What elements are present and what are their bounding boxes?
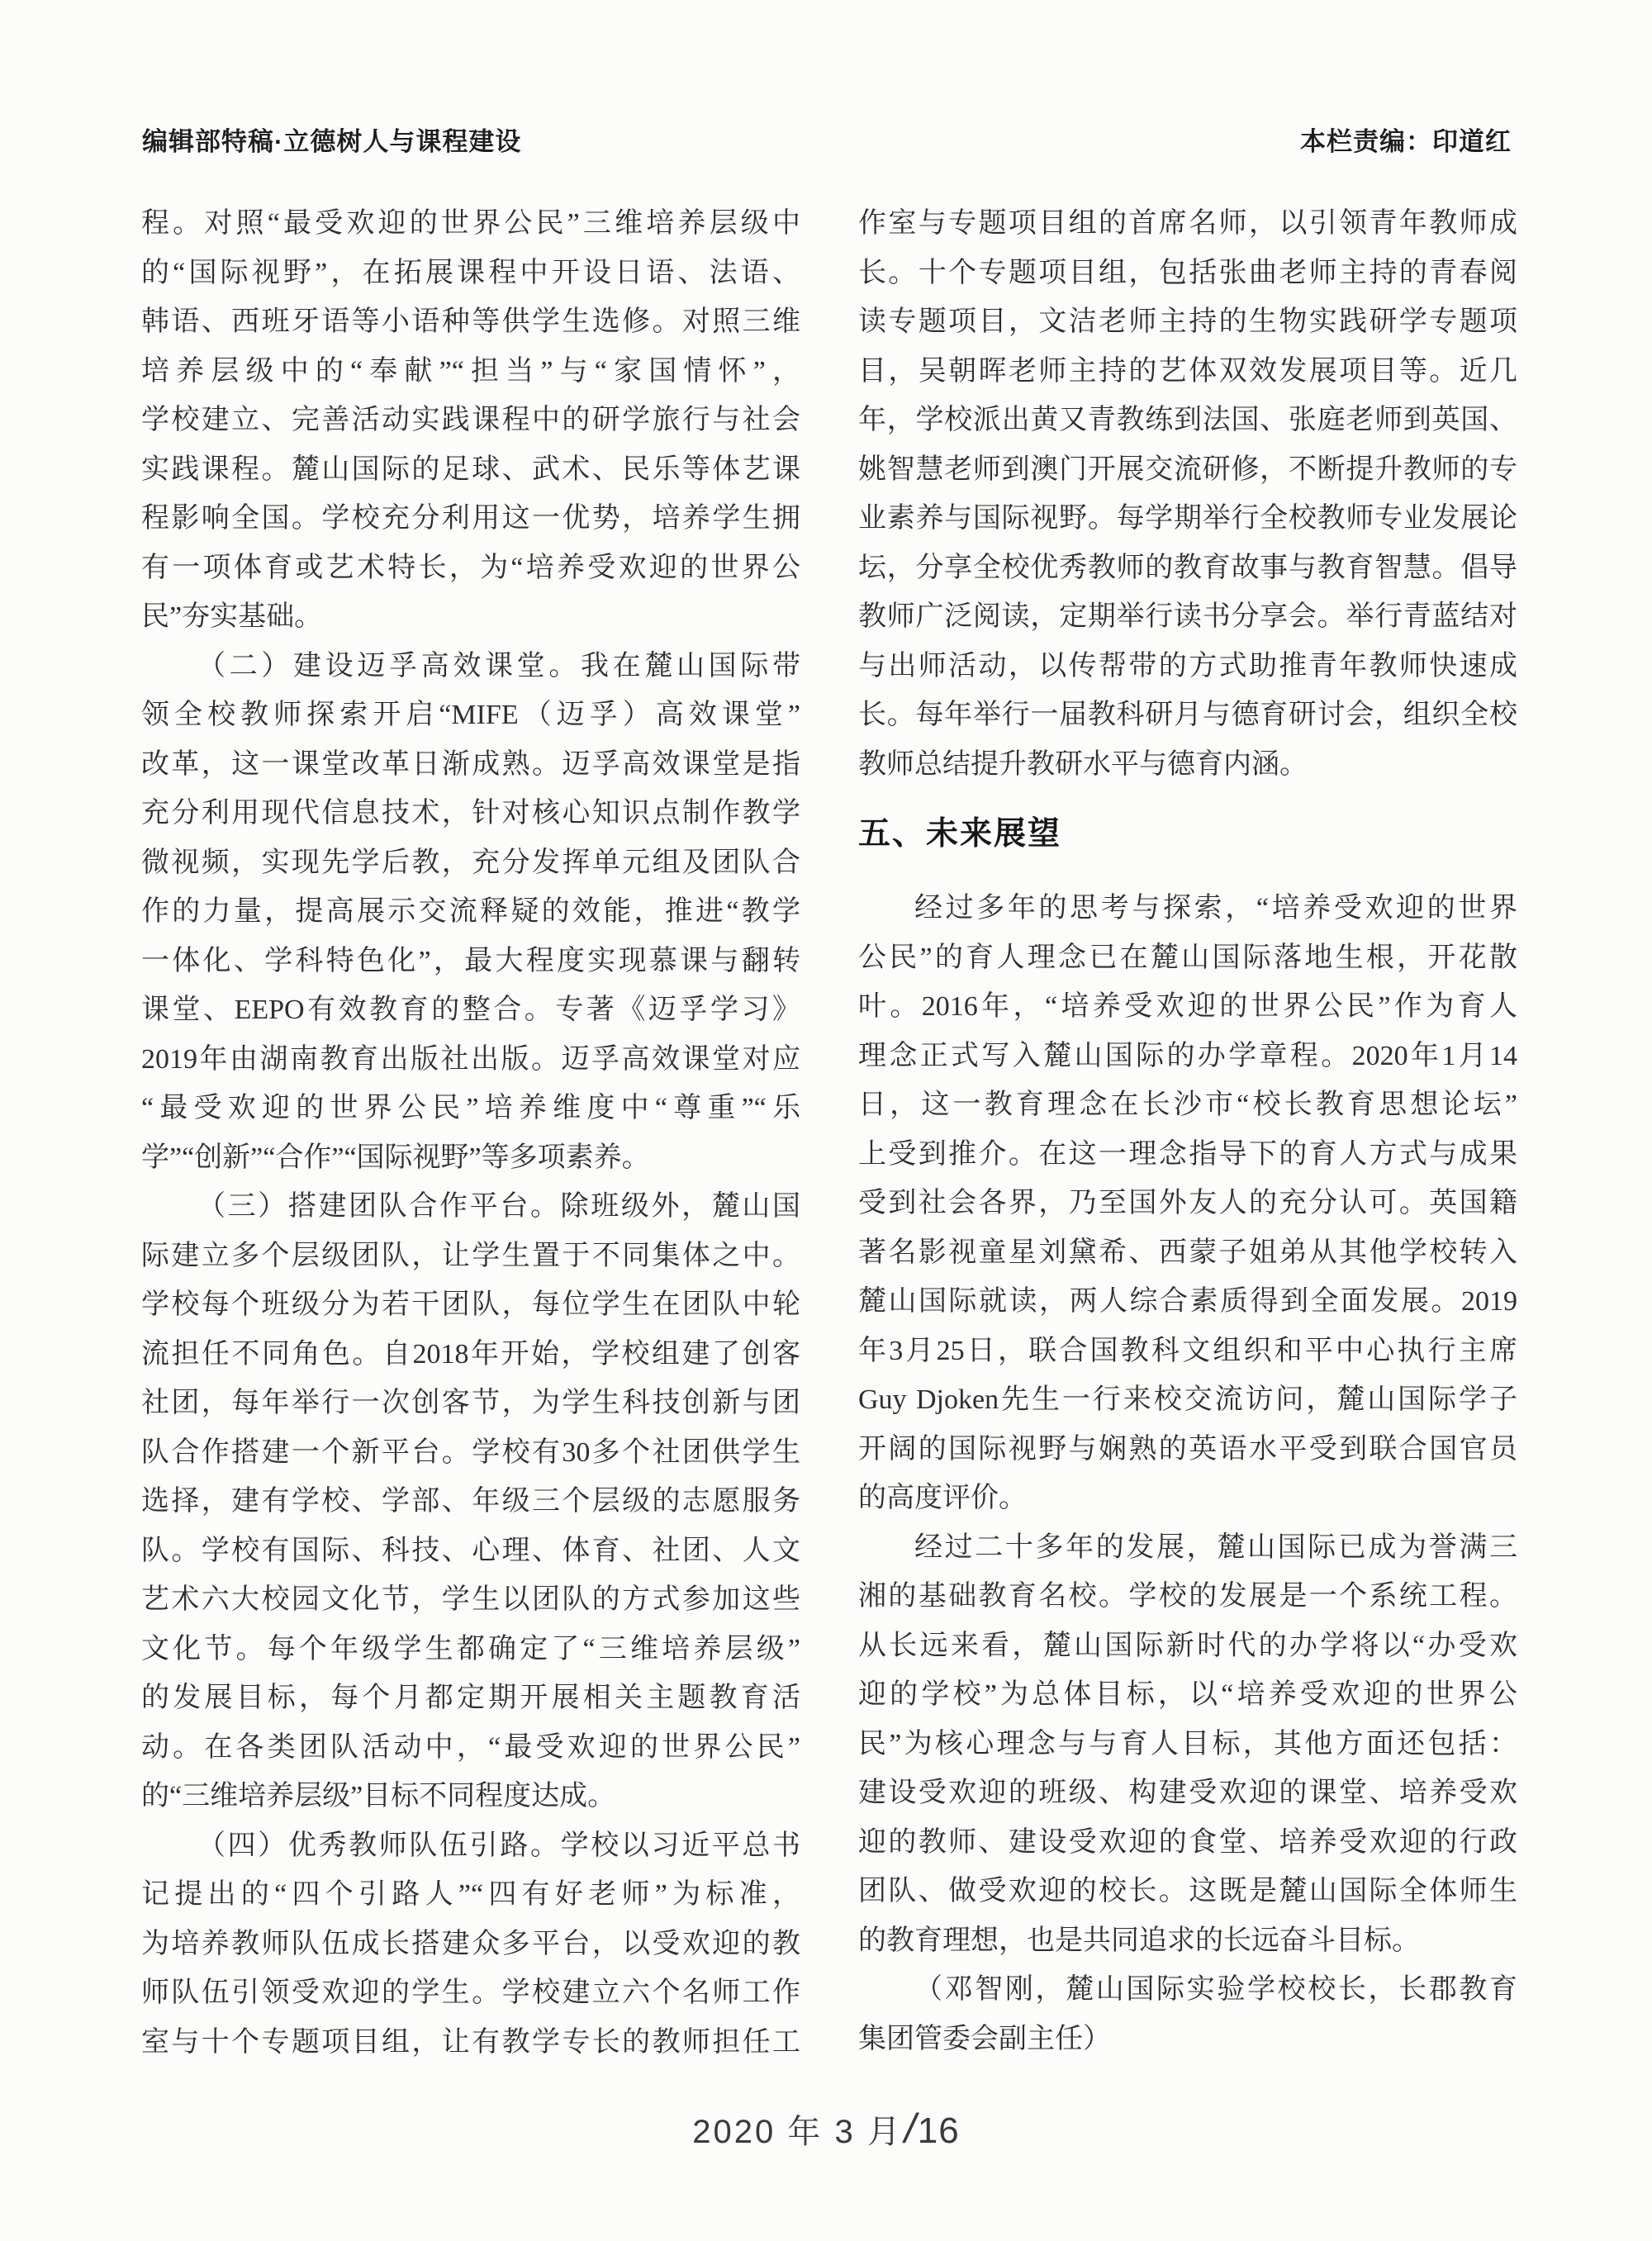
body-line: 叶。2016年，“培养受欢迎的世界公民”作为育人	[858, 991, 1517, 1022]
body-line: 队合作搭建一个新平台。学校有30多个社团供学生	[141, 1436, 800, 1468]
body-line: 室与十个专题项目组，让有教学专长的教师担任工	[141, 2026, 800, 2058]
body-line: 的“三维培养层级”目标不同程度达成。	[141, 1781, 616, 1811]
body-line: 教师广泛阅读，定期举行读书分享会。举行青蓝结对	[858, 601, 1517, 632]
body-line: 团队、做受欢迎的校长。这既是麓山国际全体师生	[858, 1876, 1517, 1906]
body-line: 年，学校派出黄又青教练到法国、张庭老师到英国、	[858, 405, 1517, 435]
body-line: 建设受欢迎的班级、构建受欢迎的课堂、培养受欢	[858, 1778, 1517, 1808]
body-line: 读专题项目，文洁老师主持的生物实践研学专题项	[858, 306, 1517, 337]
section-strapline: 编辑部特稿·立德树人与课程建设	[142, 126, 522, 156]
body-line: 作室与专题项目组的首席名师，以引领青年教师成	[858, 208, 1517, 239]
body-line: 的“国际视野”，在拓展课程中开设日语、法语、	[141, 257, 800, 288]
body-line: 经过多年的思考与探索，“培养受欢迎的世界	[914, 893, 1517, 923]
body-line: 领全校教师探索开启“MIFE（迈孚）高效课堂”	[141, 700, 800, 730]
body-line: 有一项体育或艺术特长，为“培养受欢迎的世界公	[141, 552, 800, 583]
text-column-left	[141, 199, 800, 2067]
body-line: 日，这一教育理念在长沙市“校长教育思想论坛”	[858, 1090, 1517, 1120]
body-line: 民”夯实基础。	[141, 601, 323, 632]
body-line: 的高度评价。	[858, 1483, 1027, 1513]
body-line: 业素养与国际视野。每学期举行全校教师专业发展论	[858, 503, 1517, 534]
body-line: 受到社会各界，乃至国外友人的充分认可。英国籍	[858, 1188, 1517, 1218]
body-line: 迎的学校”为总体目标，以“培养受欢迎的世界公	[858, 1679, 1517, 1710]
body-line: 一体化、学科特色化”，最大程度实现慕课与翻转	[141, 945, 800, 976]
body-line: 2019年由湖南教育出版社出版。迈孚高效课堂对应	[141, 1043, 800, 1075]
body-line: 为培养教师队伍成长搭建众多平台，以受欢迎的教	[141, 1928, 800, 1959]
body-line: “最受欢迎的世界公民”培养维度中“尊重”“乐	[141, 1093, 800, 1123]
issue-date: 2020 年 3 月	[692, 2114, 903, 2150]
body-line: 动。在各类团队活动中，“最受欢迎的世界公民”	[141, 1731, 800, 1763]
body-line: 作的力量，提高展示交流释疑的效能，推进“教学	[141, 896, 800, 927]
body-line: 队。学校有国际、科技、心理、体育、社团、人文	[141, 1535, 800, 1566]
body-line: 开阔的国际视野与娴熟的英语水平受到联合国官员	[858, 1433, 1517, 1465]
body-line: 经过二十多年的发展，麓山国际已成为誉满三	[914, 1531, 1517, 1563]
body-line: 的教育理想，也是共同追求的长远奋斗目标。	[858, 1925, 1420, 1956]
slash-separator: /	[904, 2106, 916, 2152]
body-line: 年3月25日，联合国教科文组织和平中心执行主席	[858, 1335, 1517, 1366]
body-line: 艺术六大校园文化节，学生以团队的方式参加这些	[141, 1584, 800, 1615]
body-line: 改革，这一课堂改革日渐成熟。迈孚高效课堂是指	[141, 748, 800, 780]
body-line: 坛，分享全校优秀教师的教育故事与教育智慧。倡导	[858, 552, 1517, 583]
body-line: 教师总结提升教研水平与德育内涵。	[858, 748, 1308, 780]
body-line: 集团管委会副主任）	[858, 2023, 1111, 2054]
body-line: 微视频，实现先学后教，充分发挥单元组及团队合	[141, 847, 800, 878]
page-header	[142, 122, 1512, 155]
body-line: 学”“创新”“合作”“国际视野”等多项素养。	[141, 1142, 650, 1173]
body-line: （二）建设迈孚高效课堂。我在麓山国际带	[197, 650, 800, 681]
editor-credit: 本栏责编：印道红	[1300, 126, 1512, 156]
body-line: 选择，建有学校、学部、年级三个层级的志愿服务	[141, 1486, 800, 1517]
body-line: 程影响全国。学校充分利用这一优势，培养学生拥	[141, 503, 800, 534]
body-line: 际建立多个层级团队，让学生置于不同集体之中。	[141, 1240, 800, 1271]
page-footer	[0, 2105, 1652, 2153]
body-line: 流担任不同角色。自2018年开始，学校组建了创客	[141, 1338, 800, 1370]
body-line: 湘的基础教育名校。学校的发展是一个系统工程。	[858, 1581, 1517, 1612]
body-line: 韩语、西班牙语等小语种等供学生选修。对照三维	[141, 306, 800, 337]
body-line: 文化节。每个年级学生都确定了“三维培养层级”	[141, 1633, 800, 1664]
body-line: 目，吴朝晖老师主持的艺体双效发展项目等。近几	[858, 355, 1517, 387]
body-line: 培养层级中的“奉献”“担当”与“家国情怀”，	[141, 355, 800, 387]
body-line: 理念正式写入麓山国际的办学章程。2020年1月14	[858, 1040, 1517, 1071]
body-line: 长。每年举行一届教科研月与德育研讨会，组织全校	[858, 700, 1517, 730]
body-line: 上受到推介。在这一理念指导下的育人方式与成果	[858, 1138, 1517, 1170]
body-line: 长。十个专题项目组，包括张曲老师主持的青春阅	[858, 257, 1517, 288]
body-line: Guy Djoken先生一行来校交流访问，麓山国际学子	[858, 1384, 1517, 1415]
body-line: 公民”的育人理念已在麓山国际落地生根，开花散	[858, 942, 1517, 973]
body-line: （四）优秀教师队伍引路。学校以习近平总书	[197, 1830, 800, 1861]
body-line: 学校建立、完善活动实践课程中的研学旅行与社会	[141, 405, 800, 435]
body-line: 迎的教师、建设受欢迎的食堂、培养受欢迎的行政	[858, 1826, 1517, 1858]
section-heading: 五、未来展望	[858, 816, 1062, 852]
body-line: 与出师活动，以传帮带的方式助推青年教师快速成	[858, 650, 1517, 681]
page-number: 16	[917, 2110, 960, 2151]
body-line: 的发展目标，每个月都定期开展相关主题教育活	[141, 1683, 800, 1713]
body-line: 实践课程。麓山国际的足球、武术、民乐等体艺课	[141, 453, 800, 485]
body-line: 民”为核心理念与与育人目标，其他方面还包括：	[858, 1728, 1517, 1759]
body-line: 课堂、EEPO有效教育的整合。专著《迈孚学习》	[141, 995, 800, 1025]
body-line: 姚智慧老师到澳门开展交流研修，不断提升教师的专	[858, 453, 1517, 485]
body-line: 师队伍引领受欢迎的学生。学校建立六个名师工作	[141, 1977, 800, 2008]
body-line: 记提出的“四个引路人”“四有好老师”为标准，	[141, 1879, 800, 1910]
body-line: 学校每个班级分为若干团队，每位学生在团队中轮	[141, 1289, 800, 1320]
body-line: 从长远来看，麓山国际新时代的办学将以“办受欢	[858, 1630, 1517, 1661]
body-line: 著名影视童星刘黛希、西蒙子姐弟从其他学校转入	[858, 1237, 1517, 1268]
body-line: 麓山国际就读，两人综合素质得到全面发展。2019	[858, 1286, 1517, 1317]
text-column-right	[858, 199, 1517, 2063]
body-line: 程。对照“最受欢迎的世界公民”三维培养层级中	[141, 208, 800, 239]
body-line: （三）搭建团队合作平台。除班级外，麓山国	[197, 1191, 800, 1222]
body-line: 充分利用现代信息技术，针对核心知识点制作教学	[141, 798, 800, 829]
body-line: 社团，每年举行一次创客节，为学生科技创新与团	[141, 1388, 800, 1418]
body-line: （邓智刚，麓山国际实验学校校长，长郡教育	[914, 1974, 1517, 2005]
